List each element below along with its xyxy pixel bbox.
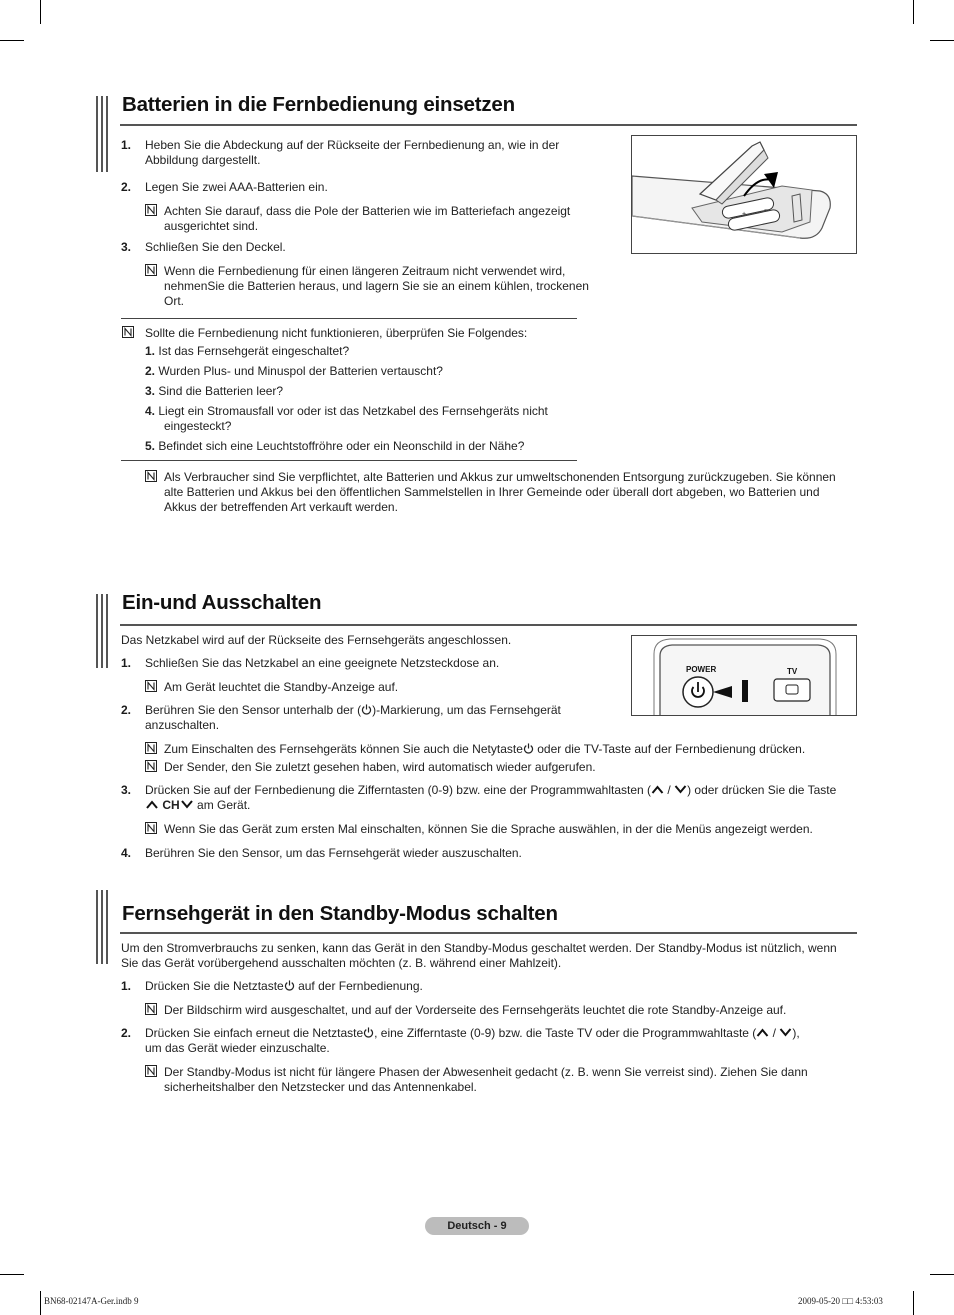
step-text: Schließen Sie das Netzkabel an eine geeignete Netzsteckdose an. — [145, 656, 500, 670]
note-icon — [145, 1065, 158, 1077]
step-number: 2. — [121, 703, 132, 717]
check-intro: Sollte die Fernbedienung nicht funktionieren, überprüfen Sie Folgendes: — [145, 326, 528, 340]
note-text: Achten Sie darauf, dass die Pole der Batterien wie im Batteriefach angezeigt ausgerichtet sind. — [164, 204, 571, 233]
chevron-up-icon — [651, 784, 664, 795]
footer-datetime: 2009-05-20 □□ 4:53:03 — [798, 1296, 883, 1306]
note-icon — [145, 470, 158, 482]
section-rule — [120, 124, 857, 126]
step-text: Schließen Sie den Deckel. — [145, 240, 286, 254]
section-title: Fernsehgerät in den Standby-Modus schalten — [122, 902, 558, 925]
note-text: Der Standby-Modus ist nicht für längere Phasen der Abwesenheit gedacht (z. B. wenn Sie verreist sind). Ziehen Sie dann sicherheitshalber den Netzstecker und das Antennenkabel. — [164, 1065, 808, 1094]
step-number: 4. — [121, 846, 132, 860]
note-icon — [145, 204, 158, 216]
step-text: Legen Sie zwei AAA-Batterien ein. — [145, 180, 328, 194]
step-text: Heben Sie die Abdeckung auf der Rückseite der Fernbedienung an, wie in der Abbildung dargestellt. — [145, 138, 560, 167]
remote-tv-label: TV — [787, 667, 798, 676]
chevron-down-icon — [180, 799, 194, 810]
note-text: Wenn die Fernbedienung für einen längeren Zeitraum nicht verwendet wird, nehmenSie die Batterien heraus, und lagern Sie sie an einem kühlen, trockenen Ort. — [164, 264, 589, 308]
section-rule — [120, 932, 857, 934]
section-title: Batterien in die Fernbedienung einsetzen — [122, 93, 515, 116]
remote-battery-illustration — [632, 136, 856, 253]
section-title: Ein-und Ausschalten — [122, 591, 322, 614]
page-number: Deutsch - 9 — [425, 1217, 529, 1235]
step-text: Drücken Sie die Netztaste auf der Fernbedienung. — [145, 979, 423, 993]
check-item: 3. Sind die Batterien leer? — [145, 384, 284, 398]
note-icon — [122, 326, 135, 338]
remote-battery-figure — [631, 135, 857, 254]
power-icon — [361, 704, 372, 715]
remote-power-figure — [631, 635, 857, 716]
chevron-up-icon — [756, 1027, 769, 1038]
remote-power-label: POWER — [686, 665, 717, 674]
power-icon — [523, 743, 534, 754]
section-rule — [120, 624, 857, 626]
chevron-down-icon — [779, 1027, 792, 1038]
divider — [121, 460, 577, 461]
note-text: Der Sender, den Sie zuletzt gesehen haben, wird automatisch wieder aufgerufen. — [164, 760, 596, 774]
step-number: 1. — [121, 979, 132, 993]
step-text: Berühren Sie den Sensor unterhalb der ( )-Markierung, um das Fernsehgerät anzuschalten. — [145, 703, 561, 732]
divider — [121, 318, 577, 319]
step-number: 3. — [121, 240, 132, 254]
note-icon — [145, 760, 158, 772]
crop-mark — [40, 0, 41, 24]
note-icon — [145, 264, 158, 276]
crop-mark — [930, 40, 954, 41]
crop-mark — [913, 1291, 914, 1315]
note-icon — [145, 680, 158, 692]
svg-text:−: − — [764, 207, 769, 214]
note-text: Wenn Sie das Gerät zum ersten Mal einschalten, können Sie die Sprache auswählen, in der die Menüs angezeigt werden. — [164, 822, 813, 836]
check-item: 4. Liegt ein Stromausfall vor oder ist das Netzkabel des Fernsehgeräts nicht eingesteckt? — [145, 404, 548, 433]
recycle-note: Als Verbraucher sind Sie verpflichtet, alte Batterien und Akkus zur umweltschonenden Entsorgung zurückzugeben. Sie können alte Batterien und Akkus bei den öffentlichen Sammelstellen in Ihrer Gemeinde oder überall dort abgeben, wo Batterien und Akkus der betreffenden Art verkauft werden. — [164, 470, 836, 514]
note-text: Am Gerät leuchtet die Standby-Anzeige auf. — [164, 680, 399, 694]
note-icon — [145, 742, 158, 754]
step-text: Drücken Sie einfach erneut die Netztaste , eine Zifferntaste (0-9) bzw. die Taste TV oder die Programmwahltaste ( / ), um das Gerät wieder einzuschalte. — [145, 1026, 800, 1055]
step-number: 3. — [121, 783, 132, 797]
crop-mark — [0, 40, 24, 41]
check-item: 2. Wurden Plus- und Minuspol der Batterien vertauscht? — [145, 364, 443, 378]
intro-text: Das Netzkabel wird auf der Rückseite des Fernsehgeräts angeschlossen. — [121, 633, 512, 647]
intro-text: Um den Stromverbrauchs zu senken, kann das Gerät in den Standby-Modus geschaltet werden. Der Standby-Modus ist nützlich, wenn Sie das Gerät vorübergehend ausschalten möchten (z. B. während einer Mahlzeit). — [121, 941, 837, 970]
power-icon — [363, 1027, 374, 1038]
section-bar — [96, 96, 110, 172]
step-number: 1. — [121, 656, 132, 670]
power-icon — [284, 980, 295, 991]
note-icon — [145, 1003, 158, 1015]
crop-mark — [40, 1291, 41, 1315]
section-bar — [96, 594, 110, 668]
check-item: 1. Ist das Fernsehgerät eingeschaltet? — [145, 344, 350, 358]
crop-mark — [930, 1274, 954, 1275]
note-text: Zum Einschalten des Fernsehgeräts können Sie auch die Netytaste oder die TV-Taste auf der Fernbedienung drücken. — [164, 742, 806, 756]
note-icon — [145, 822, 158, 834]
crop-mark — [0, 1274, 24, 1275]
chevron-down-icon — [674, 784, 687, 795]
step-number: 2. — [121, 180, 132, 194]
footer-file: BN68-02147A-Ger.indb 9 — [44, 1296, 139, 1306]
svg-text:+: + — [742, 211, 747, 218]
note-text: Der Bildschirm wird ausgeschaltet, und auf der Vorderseite des Fernsehgeräts leuchtet die rote Standby-Anzeige auf. — [164, 1003, 787, 1017]
remote-power-illustration — [632, 636, 856, 715]
step-text: Drücken Sie auf der Fernbedienung die Zifferntasten (0-9) bzw. eine der Programmwahltasten ( / ) oder drücken Sie die Taste CH am Gerät. — [145, 783, 837, 812]
step-number: 1. — [121, 138, 132, 152]
step-text: Berühren Sie den Sensor, um das Fernsehgerät wieder auszuschalten. — [145, 846, 522, 860]
crop-mark — [913, 0, 914, 24]
check-item: 5. Befindet sich eine Leuchtstoffröhre oder ein Neonschild in der Nähe? — [145, 439, 525, 453]
section-bar — [96, 890, 110, 964]
chevron-up-icon — [145, 799, 159, 810]
step-number: 2. — [121, 1026, 132, 1040]
